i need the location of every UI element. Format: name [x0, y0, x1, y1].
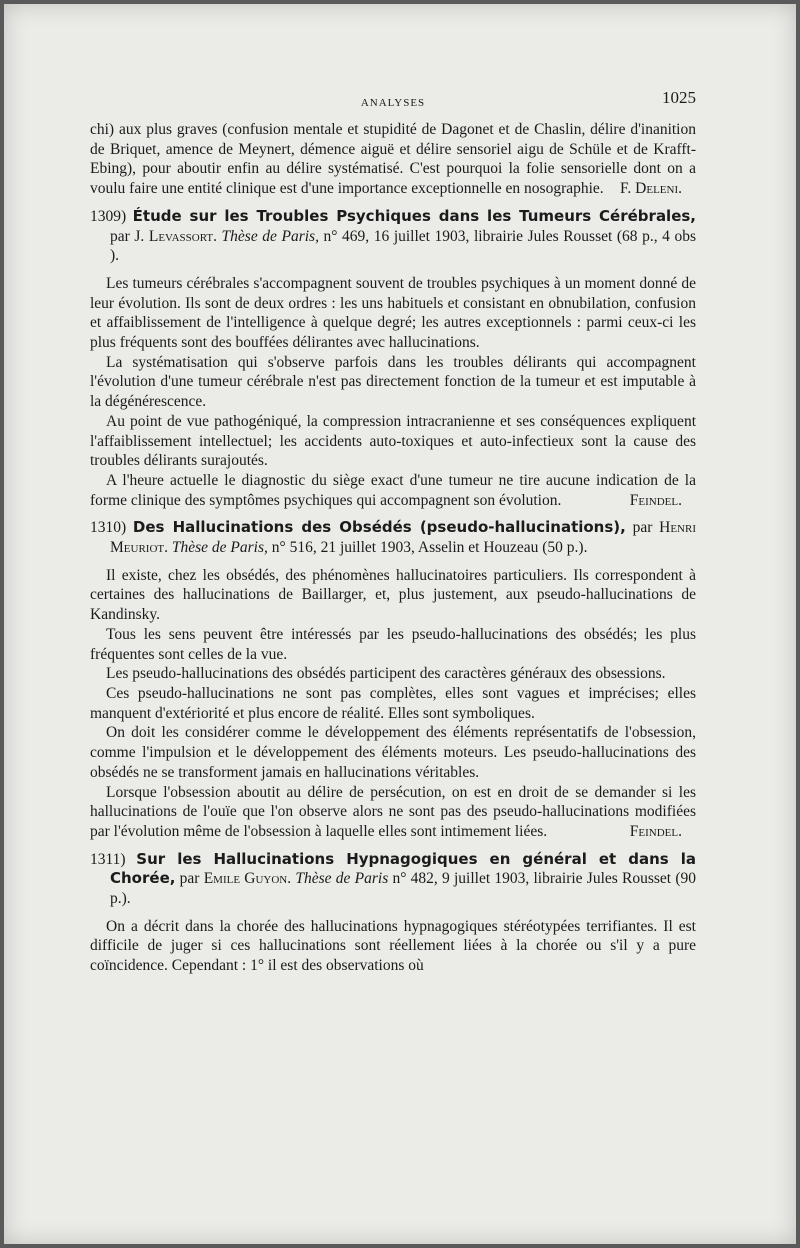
- entry-title: Sur les Hallucinations Hypnagogiques en général et dans la Chorée,: [110, 849, 696, 888]
- entry-title: Étude sur les Troubles Psychiques dans les Tumeurs Cérébrales,: [132, 206, 697, 225]
- paragraph: Il existe, chez les obsédés, des phénomènes hallucinatoires particuliers. Ils correspondent à certaines des hallucinations de Baillarger, et, plus justement, aux pseudo-hallucinations de Kandinsky.: [90, 566, 696, 624]
- paragraph: On doit les considérer comme le développement des éléments représentatifs de l'obsession, comme l'impulsion et le développement des éléments moteurs. Les pseudo-hallucinations des obsédés ne se transforment jamais en hallucinations véritables.: [90, 724, 696, 781]
- signature: Feindel.: [629, 491, 682, 509]
- paragraph: La systématisation qui s'observe parfois dans les troubles délirants qui accompagnent l'évolution d'une tumeur cérébrale n'est pas directement fonction de la tumeur et est imputable à la dégénérescence.: [90, 353, 696, 411]
- book-page: [4, 4, 796, 1244]
- page-content: [90, 88, 696, 976]
- signature: Feindel.: [629, 822, 682, 840]
- entry-heading: 1310) Des Hallucinations des Obsédés (pseudo-hallucinations), par Henri Meuriot. Thèse de Paris, n° 516, 21 juillet 1903, Asselin et Houzeau (50 p.).: [90, 518, 696, 557]
- entry-author: Henri Meuriot.: [110, 519, 696, 557]
- entry-heading: 1309) Étude sur les Troubles Psychiques dans les Tumeurs Cérébrales, par J. Levassort. Thèse de Paris, n° 469, 16 juillet 1903, librairie Jules Rousset (68 p., 4 obs ).: [90, 206, 697, 265]
- paragraph: Lorsque l'obsession aboutit au délire de persécution, on est en droit de se demander si les hallucinations de l'ouïe que l'on observe alors ne sont pas des pseudo-hallucinations modifiées par l'évolution même de l'obsession à laquelle elles sont intimement liées. Feindel.: [90, 783, 696, 840]
- intro-paragraph: chi) aux plus graves (confusion mentale et stupidité de Dagonet et de Chaslin, délire d'inanition de Briquet, amence de Meynert, démence aiguë et délire sensoriel aigu de Schüle et de Krafft-Ebing), pour aboutir enfin au délire systématisé. C'est pourquoi la folie sensorielle dont on a voulu faire une entité clinique est d'une importance exceptionnelle en nosographie. F. Deleni.: [90, 121, 696, 198]
- entry-title: Des Hallucinations des Obsédés (pseudo-hallucinations),: [132, 518, 626, 537]
- entry-author: J. Levassort.: [134, 227, 217, 245]
- paragraph: Les tumeurs cérébrales s'accompagnent souvent de troubles psychiques à un moment donné de leur évolution. Ils sont de deux ordres : les uns habituels et consistant en obnubilation, confusion et affaiblissement de l'intelligence à quelque degré; les autres exceptionnels : parmi ceux-ci les plus fréquents sont des bouffées délirantes avec hallucinations.: [90, 274, 696, 352]
- paragraph: Au point de vue pathogéniqué, la compression intracranienne et ses conséquences expliquent l'affaiblissement intellectuel; les accidents auto-toxiques et auto-infectieux sont la cause des troubles délirants surajoutés.: [90, 412, 696, 470]
- paragraph: A l'heure actuelle le diagnostic du siège exact d'une tumeur ne tire aucune indication de la forme clinique des symptômes psychiques qui accompagnent son évolution. Feindel.: [90, 471, 696, 509]
- paragraph: On a décrit dans la chorée des hallucinations hypnagogiques stéréotypées terrifiantes. Il est difficile de juger si ces hallucinations sont réellement liées à la chorée ou s'il y a pure coïncidence. Cependant : 1° il est des observations où: [90, 917, 696, 975]
- entry-heading: 1311) Sur les Hallucinations Hypnagogiques en général et dans la Chorée, par Emile Guyon. Thèse de Paris n° 482, 9 juillet 1903, librairie Jules Rousset (90 p.).: [90, 849, 697, 908]
- signature: F. Deleni.: [620, 180, 682, 198]
- paragraph: Les pseudo-hallucinations des obsédés participent des caractères généraux des obsessions.: [106, 665, 666, 683]
- running-head: [90, 88, 696, 110]
- paragraph: Tous les sens peuvent être intéressés par les pseudo-hallucinations des obsédés; les plus fréquentes sont celles de la vue.: [90, 625, 696, 663]
- entry-author: Emile Guyon.: [203, 870, 292, 888]
- paragraph: Ces pseudo-hallucinations ne sont pas complètes, elles sont vagues et imprécises; elles manquent d'extériorité et plus encore de réalité. Elles sont symboliques.: [90, 684, 696, 722]
- page-number: 1025: [662, 88, 696, 107]
- running-title: ANALYSES: [360, 97, 426, 109]
